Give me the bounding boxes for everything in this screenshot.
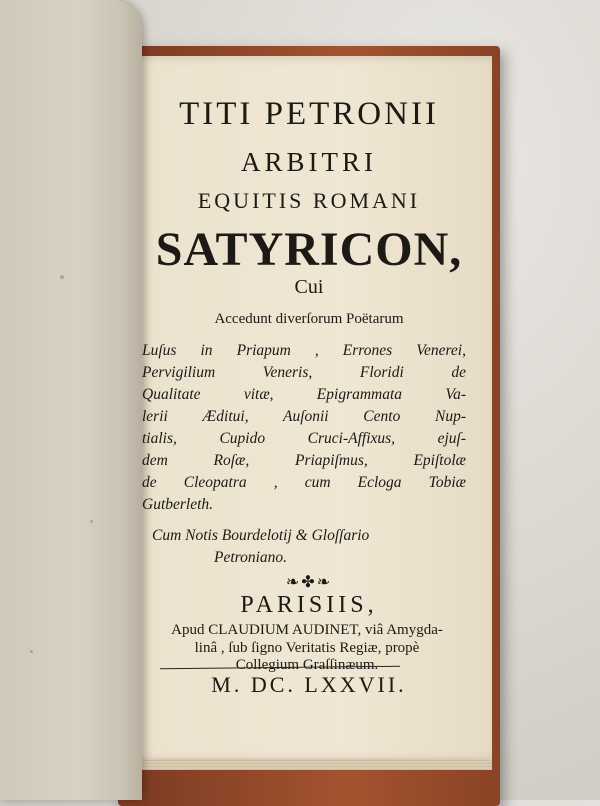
accedunt-line: Accedunt diverſorum Poëtarum	[214, 311, 404, 327]
paper-speck	[90, 520, 93, 523]
notes-line: Cum Notis Bourdelotij & Gloſſario	[152, 527, 370, 544]
contents-line: tialis, Cupido Cruci-Affixus, ejuſ-	[142, 430, 466, 447]
author-name: TITI PETRONII	[179, 96, 439, 132]
contents-line: de Cleopatra , cum Ecloga Tobiæ	[142, 474, 466, 491]
imprint-line: Apud CLAUDIUM AUDINET, viâ Amygda-	[171, 622, 443, 638]
author-rank: EQUITIS ROMANI	[197, 188, 421, 213]
facing-page	[0, 0, 142, 800]
page-edges	[126, 758, 492, 770]
imprint-city: PARISIIS,	[240, 592, 378, 618]
contents-line: lerii Æditui, Auſonii Cento Nup-	[142, 408, 466, 425]
imprint-date: M. DC. LXXVII.	[211, 672, 407, 697]
imprint-line: linâ , ſub ſigno Veritatis Regiæ, propè	[194, 640, 420, 656]
cui-line: Cui	[294, 276, 324, 298]
imprint-line: Collegium Graſſinæum.	[235, 657, 379, 673]
author-cognomen: ARBITRI	[241, 147, 377, 177]
printer-ornament: ❧✤❧	[285, 574, 333, 591]
paper-speck	[30, 650, 33, 653]
contents-line: Qualitate vitæ, Epigrammata Va-	[142, 386, 466, 403]
contents-line: Luſus in Priapum , Errones Venerei,	[142, 342, 466, 359]
notes-line: Petroniano.	[214, 549, 288, 566]
contents-line: Gutberleth.	[142, 496, 214, 513]
book-title: SATYRICON,	[155, 223, 463, 276]
paper-speck	[60, 275, 64, 279]
contents-line: dem Roſæ, Priapiſmus, Epiſtolæ	[142, 452, 466, 469]
contents-line: Pervigilium Veneris, Floridi de	[142, 364, 466, 381]
